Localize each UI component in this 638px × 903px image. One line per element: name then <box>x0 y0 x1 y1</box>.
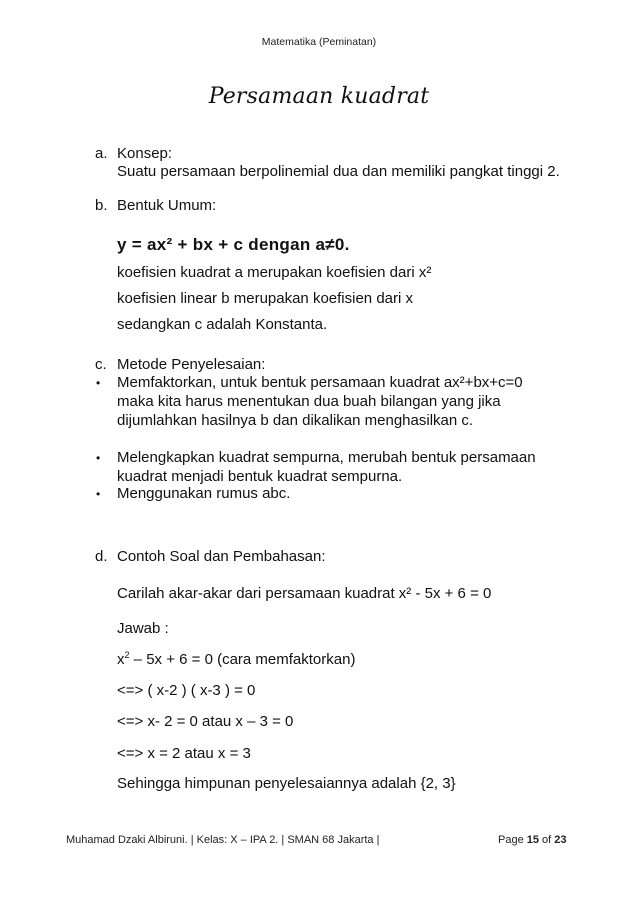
header-subject: Matematika (Peminatan) <box>261 36 377 48</box>
section-b-label: b. <box>95 197 108 214</box>
section-b-line2: koefisien linear b merupakan koefisien dari x <box>117 290 413 307</box>
step1-exponent: 2 <box>124 650 130 660</box>
section-b-line1: koefisien kuadrat a merupakan koefisien dari x² <box>117 264 432 281</box>
method1-line1: Memfaktorkan, untuk bentuk persamaan kuadrat ax²+bx+c=0 <box>117 374 523 391</box>
step1 <box>117 651 355 668</box>
section-a-heading: Konsep: <box>117 145 173 162</box>
bullet-icon: • <box>96 451 101 465</box>
conclusion: Sehingga himpunan penyelesaiannya adalah {2, 3} <box>117 775 456 792</box>
page-title: Persamaan kuadrat <box>208 84 430 109</box>
answer-label: Jawab : <box>117 620 169 637</box>
method3-line1: Menggunakan rumus abc. <box>117 485 291 502</box>
section-c-label: c. <box>95 356 107 373</box>
page-word: Page <box>498 834 527 846</box>
footer-info: Muhamad Dzaki Albiruni. | Kelas: X – IPA 2. | SMAN 68 Jakarta | <box>66 834 380 846</box>
page-total: 23 <box>554 834 567 846</box>
method1-line3: dijumlahkan hasilnya b dan dikalikan menghasilkan c. <box>117 412 474 429</box>
step1-base: x <box>117 651 125 668</box>
step1-rest: – 5x + 6 = 0 (cara memfaktorkan) <box>129 651 356 668</box>
section-a-text: Suatu persamaan berpolinemial dua dan memiliki pangkat tinggi 2. <box>117 163 560 180</box>
section-a-label: a. <box>95 145 108 162</box>
section-c-heading: Metode Penyelesaian: <box>117 356 266 373</box>
method2-line2: kuadrat menjadi bentuk kuadrat sempurna. <box>117 468 403 485</box>
step4: <=> x = 2 atau x = 3 <box>117 745 251 762</box>
section-d-label: d. <box>95 548 108 565</box>
bullet-icon: • <box>96 376 101 390</box>
page-of: of <box>539 834 555 846</box>
section-b-line3: sedangkan c adalah Konstanta. <box>117 316 328 333</box>
general-equation: y = ax² + bx + c dengan a≠0. <box>117 235 350 254</box>
step2: <=> ( x-2 ) ( x-3 ) = 0 <box>117 682 256 699</box>
page-current: 15 <box>526 834 539 846</box>
method1-line2: maka kita harus menentukan dua buah bilangan yang jika <box>117 393 501 410</box>
step3: <=> x- 2 = 0 atau x – 3 = 0 <box>117 713 294 730</box>
page-number <box>498 834 567 846</box>
section-b-heading: Bentuk Umum: <box>117 197 217 214</box>
example-question: Carilah akar-akar dari persamaan kuadrat x² - 5x + 6 = 0 <box>117 585 492 602</box>
section-d-heading: Contoh Soal dan Pembahasan: <box>117 548 326 565</box>
method2-line1: Melengkapkan kuadrat sempurna, merubah bentuk persamaan <box>117 449 536 466</box>
bullet-icon: • <box>96 487 101 501</box>
